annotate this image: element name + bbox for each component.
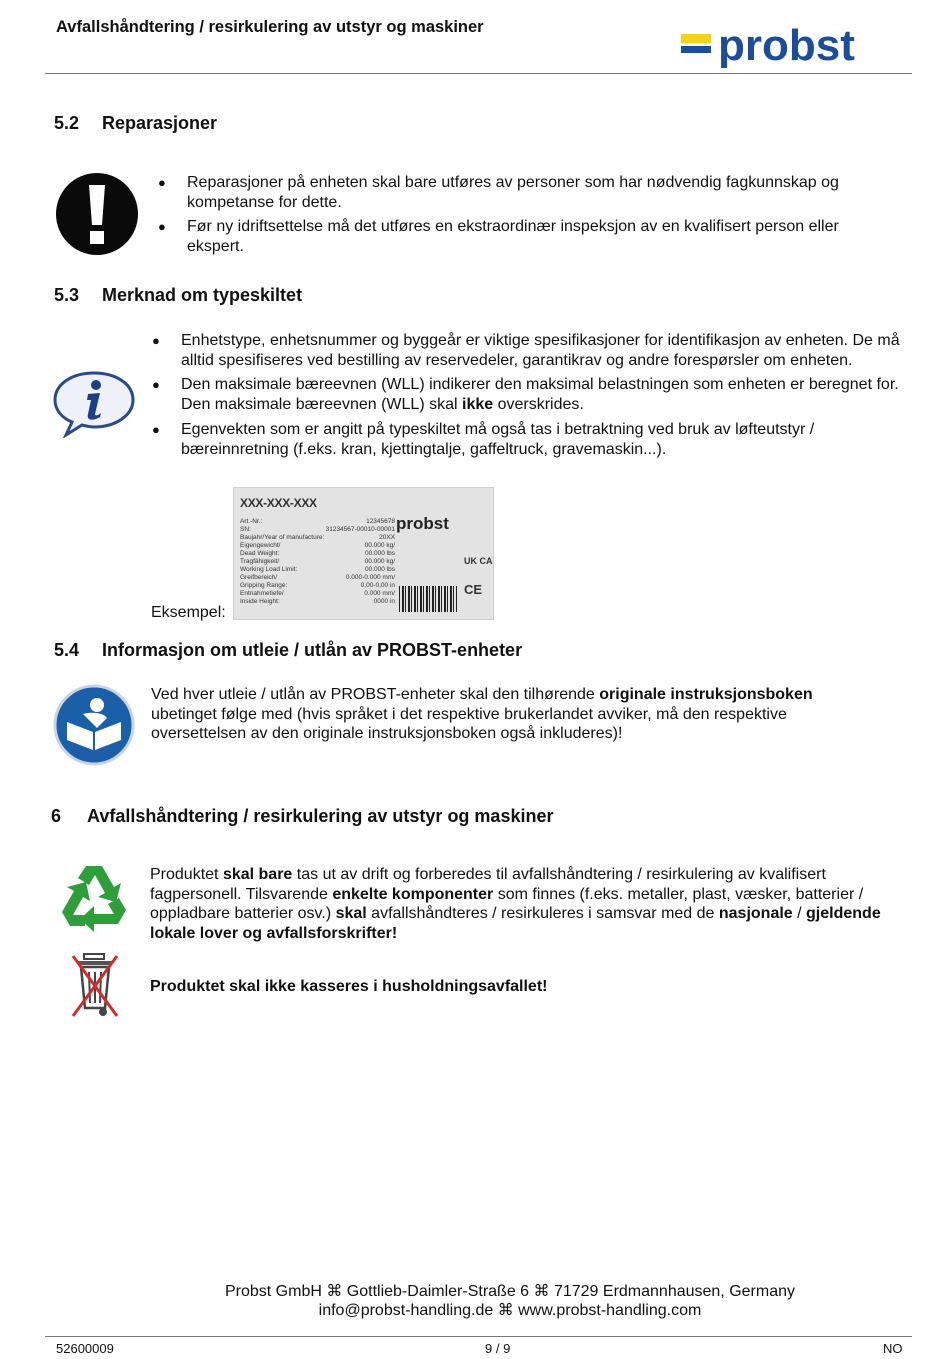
list-item: ● Før ny idriftsettelse må det utføres en ekstraordinær inspeksjon av en kvalifisert person eller ekspert. — [158, 218, 839, 255]
list-item: ● Den maksimale bæreevnen (WLL) indikerer den maksimal belastningen som enheten er beregnet for. Den maksimale bæreevnen (WLL) skal ikke overskrides. — [152, 376, 899, 413]
emphasis-text: skal bare — [222, 866, 293, 883]
repairs-list — [158, 173, 887, 256]
plate-key: Dead Weight: — [240, 550, 280, 557]
header-title: Avfallshåndtering / resirkulering av utstyr og maskiner — [56, 18, 484, 36]
list-item: ● Egenvekten som er angitt på typeskiltet må også tas i betraktning ved bruk av løfteutstyr / bæreinnretning (f.eks. kran, kjettingtalje, gaffeltruck, gravemaskin...). — [152, 421, 815, 458]
plate-value: 00.000 lbs — [365, 550, 395, 557]
body-text: Ved hver utleie / utlån av PROBST-enheter skal den tilhørende — [151, 686, 600, 703]
plate-value: 0,00-0,00 in — [360, 582, 395, 589]
page-number: 9 / 9 — [485, 1341, 511, 1356]
section-number: 6 — [51, 806, 62, 826]
footer-contact: info@probst-handling.de ⌘ www.probst-handling.com — [318, 1302, 702, 1319]
plate-title: XXX-XXX-XXX — [240, 496, 317, 510]
info-speech-bubble-icon — [52, 370, 136, 438]
language-code: NO — [883, 1341, 903, 1356]
plate-row — [240, 574, 395, 581]
list-item-text: Den maksimale bæreevnen (WLL) indikerer den maksimal belastningen som enheten er beregnet for. — [181, 376, 899, 393]
footer-address: Probst GmbH ⌘ Gottlieb-Daimler-Straße 6 ⌘ 71729 Erdmannhausen, Germany — [224, 1283, 795, 1300]
plate-value: 12345678 — [366, 518, 395, 525]
plate-key: Entnahmetiefe/ — [240, 590, 284, 597]
section-number: 5.2 — [54, 113, 80, 133]
plate-key: SN: — [240, 526, 251, 533]
section-number: 5.4 — [54, 640, 80, 660]
probst-logo — [680, 24, 906, 68]
plate-logo: probst — [396, 514, 449, 533]
plate-value: 31234567-00010-00001 — [325, 526, 395, 533]
ce-mark: CE — [464, 582, 483, 597]
plate-row — [240, 598, 395, 605]
logo-text: probst — [718, 24, 855, 68]
section-title: Informasjon om utleie / utlån av PROBST-enheter — [102, 640, 523, 660]
section-5-2-heading — [54, 113, 217, 134]
plate-value: 0.000 mm/ — [364, 590, 395, 597]
section-6-heading — [51, 806, 553, 827]
type-plate-list — [152, 331, 911, 459]
household-waste-warning: Produktet skal ikke kasseres i husholdningsavfallet! — [150, 978, 548, 995]
footer-rule — [45, 1336, 912, 1337]
example-label: Eksempel: — [151, 604, 226, 621]
list-item: ● Reparasjoner på enheten skal bare utføres av personer som har nødvendig fagkunnskap og kompetanse for dette. — [158, 174, 839, 211]
body-text: avfallshåndteres / resirkuleres i samsvar med de — [366, 905, 719, 922]
section-title: Avfallshåndtering / resirkulering av utstyr og maskiner — [87, 806, 554, 826]
rental-info-text — [151, 685, 861, 744]
list-item-text: Før ny idriftsettelse må det utføres en ekstraordinær inspeksjon av en kvalifisert person eller ekspert. — [187, 218, 839, 255]
plate-value: 0.000-0.000 mm/ — [345, 574, 395, 581]
list-item-text: Reparasjoner på enheten skal bare utføres av personer som har nødvendig fagkunnskap og kompetanse for dette. — [187, 174, 839, 211]
plate-key: Working Load Limit: — [240, 566, 298, 573]
plate-row — [240, 558, 395, 565]
disposal-text — [150, 865, 915, 943]
body-text: / — [792, 905, 807, 922]
plate-value: 00.000 lbs — [365, 566, 395, 573]
plate-row — [240, 550, 395, 557]
plate-row — [240, 542, 395, 549]
body-text: som finnes (f.eks. metaller, plast, væsker, batterier / oppladbare batterier osv.) — [150, 885, 864, 922]
header-rule — [45, 73, 912, 74]
body-text: Produktet — [150, 866, 223, 883]
list-item: ● Enhetstype, enhetsnummer og byggeår er viktige spesifikasjoner for identifikasjon av enheten. De må alltid spesifiseres ved bestilling av reservedeler, garantikrav og andre forespørsler om enheten. — [152, 332, 900, 369]
plate-row — [240, 582, 395, 589]
emphasis-text: ikke — [462, 395, 494, 413]
plate-key: Greifbereich/ — [240, 574, 278, 581]
plate-key: Art.-Nr.: — [240, 518, 263, 525]
type-plate-image — [233, 487, 494, 620]
plate-value: 0000 in — [373, 598, 395, 605]
section-5-4-heading — [54, 640, 522, 661]
emphasis-text: gjeldende lokale lover og avfallsforskrifter! — [150, 905, 881, 942]
plate-value: 00.000 kg/ — [364, 542, 395, 549]
emphasis-text: originale instruksjonsboken — [599, 686, 813, 703]
plate-row — [240, 566, 395, 573]
plate-row — [240, 590, 395, 597]
warning-exclamation-icon — [54, 171, 140, 257]
section-5-3-heading — [54, 285, 302, 306]
plate-row — [240, 534, 395, 541]
emphasis-text: enkelte komponenter — [332, 885, 494, 903]
plate-key: Tragfähigkeit/ — [240, 558, 280, 565]
list-item-text: Enhetstype, enhetsnummer og byggeår er viktige spesifikasjoner for identifikasjon av enheten. De må alltid spesifiseres ved bestilling av reservedeler, garantikrav og andre forespørsler om enheten. — [181, 332, 900, 369]
read-manual-icon — [53, 684, 135, 766]
body-text: tas ut av drift og forberedes til avfallshåndtering / resirkulering av kvalifisert fagpersonell. Tilsvarende — [150, 866, 826, 903]
emphasis-text: skal — [335, 905, 367, 922]
crossed-out-wheelie-bin-icon — [70, 952, 120, 1020]
plate-value: 00.000 kg/ — [364, 558, 395, 565]
emphasis-text: nasjonale — [718, 905, 793, 922]
ukca-mark: UK CA — [464, 556, 493, 566]
plate-value: 20XX — [379, 534, 395, 541]
plate-row — [240, 518, 395, 525]
section-title: Merknad om typeskiltet — [102, 285, 303, 305]
plate-key: Gripping Range: — [240, 582, 288, 589]
list-item-text: overskrides. — [493, 395, 584, 413]
plate-key: Baujahr/Year of manufacture: — [240, 534, 325, 541]
recycling-icon — [56, 862, 132, 936]
document-number: 52600009 — [56, 1341, 114, 1356]
list-item-text: Den maksimale bæreevnen (WLL) skal — [181, 395, 462, 413]
plate-key: Inside Height: — [240, 598, 280, 605]
list-item-text: Egenvekten som er angitt på typeskiltet må også tas i betraktning ved bruk av løfteutstyr / bæreinnretning (f.eks. kran, kjettingtalje, gaffeltruck, gravemaskin...). — [181, 421, 815, 458]
barcode — [399, 586, 457, 612]
plate-key: Eigengewicht/ — [240, 542, 281, 549]
plate-row — [240, 526, 395, 533]
section-title: Reparasjoner — [102, 113, 218, 133]
section-number: 5.3 — [54, 285, 80, 305]
body-text: ubetinget følge med (hvis språket i det respektive brukerlandet avviker, må den respektive oversettelsen av den originale instruksjonsboken også inkluderes)! — [151, 705, 787, 742]
